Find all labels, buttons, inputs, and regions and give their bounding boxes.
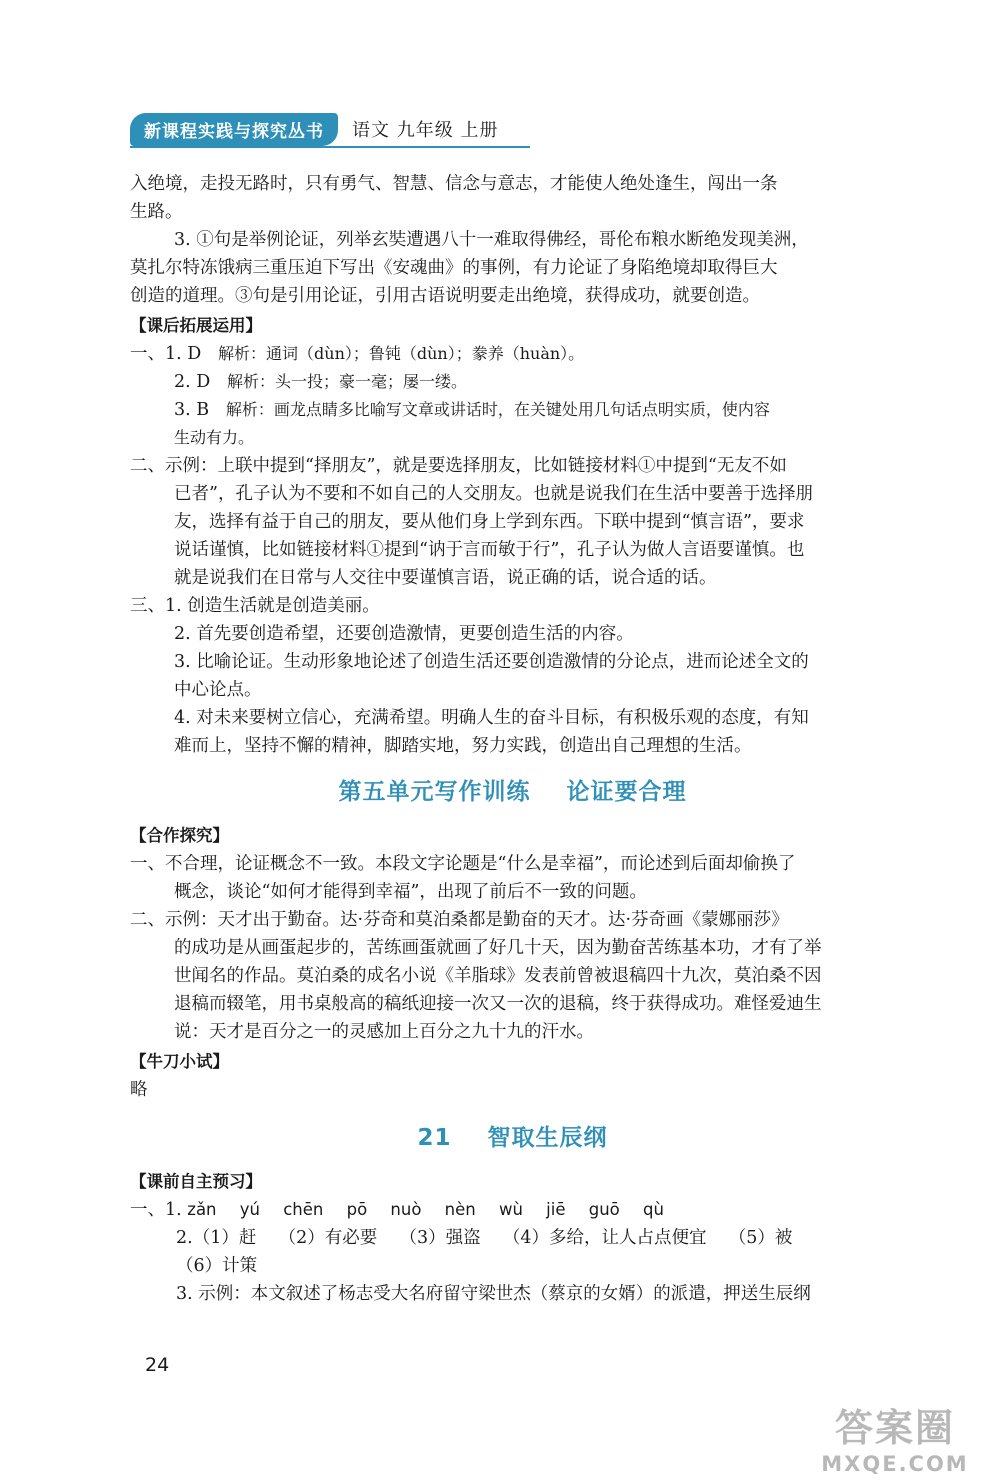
pinyin-text: zǎn yú chēn pō nuò nèn wù jiē guō qù — [187, 1200, 664, 1219]
text-line: 中心论点。 — [174, 680, 262, 700]
book-info: 语文 九年级 上册 — [352, 120, 499, 141]
analysis-text: 通词（dùn）；鲁钝（dùn）；豢养（huàn）。 — [266, 344, 585, 363]
section-heading: 【课前自主预习】 — [130, 1172, 262, 1191]
text-line: 三、1. 创造生活就是创造美丽。 — [130, 596, 380, 616]
text-line: 3. ①句是举例论证，列举玄奘遭遇八十一难取得佛经，哥伦布粮水断绝发现美洲， — [174, 230, 809, 250]
text-line: 二、示例：天才出于勤奋。达·芬奇和莫泊桑都是勤奋的天才。达·芬奇画《蒙娜丽莎》 — [130, 910, 789, 930]
answer-line — [130, 340, 895, 368]
page-content — [130, 170, 895, 1308]
text-line: 生动有力。 — [174, 428, 255, 447]
text-line: 二、示例：上联中提到“择朋友”，就是要选择朋友，比如链接材料①中提到“无友不如 — [130, 456, 787, 476]
analysis-label: 解析： — [225, 400, 274, 419]
watermark-url: MXQE.COM — [821, 1452, 969, 1476]
text-line: 一、不合理，论证概念不一致。本段文字论题是“什么是幸福”，而论述到后面却偷换了 — [130, 854, 796, 874]
text-line: 生路。 — [130, 202, 183, 222]
text-line: 3. 比喻论证。生动形象地论述了创造生活还要创造激情的分论点，进而论述全文的 — [174, 652, 809, 672]
answer-line — [130, 396, 895, 424]
text-line: 2.（1）赶 （2）有必要 （3）强盗 （4）多给，让人占点便宜 （5）被 — [176, 1228, 793, 1248]
text-line: 说话谨慎，比如链接材料①提到“讷于言而敏于行”，孔子认为做人言语要谨慎。也 — [174, 540, 805, 560]
pinyin-line — [130, 1196, 895, 1224]
answer-line — [130, 368, 895, 396]
section-heading: 【合作探究】 — [130, 826, 229, 845]
pinyin-prefix: 一、1. — [130, 1200, 182, 1220]
text-line: 3. 示例：本文叙述了杨志受大名府留守梁世杰（蔡京的女婿）的派遣，押送生辰纲 — [176, 1284, 811, 1304]
text-line: 世闻名的作品。莫泊桑的成名小说《羊脂球》发表前曾被退稿四十九次，莫泊桑不因 — [174, 966, 822, 986]
text-line: 就是说我们在日常与人交往中要谨慎言语，说正确的话，说合适的话。 — [174, 568, 717, 588]
text-line: 2. 首先要创造希望，还要创造激情，更要创造生活的内容。 — [174, 624, 634, 644]
unit-title: 第五单元写作训练 论证要合理 — [338, 779, 687, 805]
text-line: （6）计策 — [176, 1256, 258, 1276]
page-header — [130, 112, 498, 146]
text-line: 难而上，坚持不懈的精神，脚踏实地，努力实践，创造出自己理想的生活。 — [174, 736, 752, 756]
text-line: 创造的道理。③句是引用论证，引用古语说明要走出绝境，获得成功，就要创造。 — [130, 286, 760, 306]
watermark-logo — [795, 1405, 995, 1480]
watermark-main: 答案圈 — [834, 1406, 955, 1450]
text-line: 已者”，孔子认为不要和不如自己的人交朋友。也就是说我们在生活中要善于选择朋 — [174, 484, 813, 504]
text-line: 的成功是从画蛋起步的，苦练画蛋就画了好几十天，因为勤奋苦练基本功，才有了举 — [174, 938, 822, 958]
text-line: 退稿而辍笔，用书桌般高的稿纸迎接一次又一次的退稿，终于获得成功。难怪爱迪生 — [174, 994, 822, 1014]
text-line: 略 — [130, 1080, 148, 1100]
text-line: 入绝境，走投无路时，只有勇气、智慧、信念与意志，才能使人绝处逢生，闯出一条 — [130, 174, 778, 194]
page-number: 24 — [145, 1354, 170, 1376]
text-line: 友，选择有益于自己的朋友，要从他们身上学到东西。下联中提到“慎言语”，要求 — [174, 512, 805, 532]
text-line: 概念，谈论“如何才能得到幸福”，出现了前后不一致的问题。 — [174, 882, 647, 902]
analysis-text: 头一投；豪一毫；屡一缕。 — [275, 372, 468, 391]
answer-prefix: 3. B — [174, 400, 210, 420]
header-rule — [130, 146, 530, 148]
answer-prefix: 2. D — [174, 372, 211, 392]
analysis-label: 解析： — [218, 344, 267, 363]
text-line: 莫扎尔特冻饿病三重压迫下写出《安魂曲》的事例，有力论证了身陷绝境却取得巨大 — [130, 258, 778, 278]
answer-prefix: 一、1. D — [130, 344, 202, 364]
section-heading: 【牛刀小试】 — [130, 1052, 229, 1071]
series-badge: 新课程实践与探究丛书 — [130, 113, 338, 146]
text-line: 4. 对未来要树立信心，充满希望。明确人生的奋斗目标，有积极乐观的态度，有知 — [174, 708, 809, 728]
analysis-label: 解析： — [227, 372, 276, 391]
analysis-text: 画龙点睛多比喻写文章或讲话时，在关键处用几句话点明实质，使内容 — [273, 400, 770, 419]
lesson-title: 21 智取生辰纲 — [417, 1125, 608, 1151]
section-heading: 【课后拓展运用】 — [130, 316, 262, 335]
text-line: 说：天才是百分之一的灵感加上百分之九十九的汗水。 — [174, 1022, 594, 1042]
